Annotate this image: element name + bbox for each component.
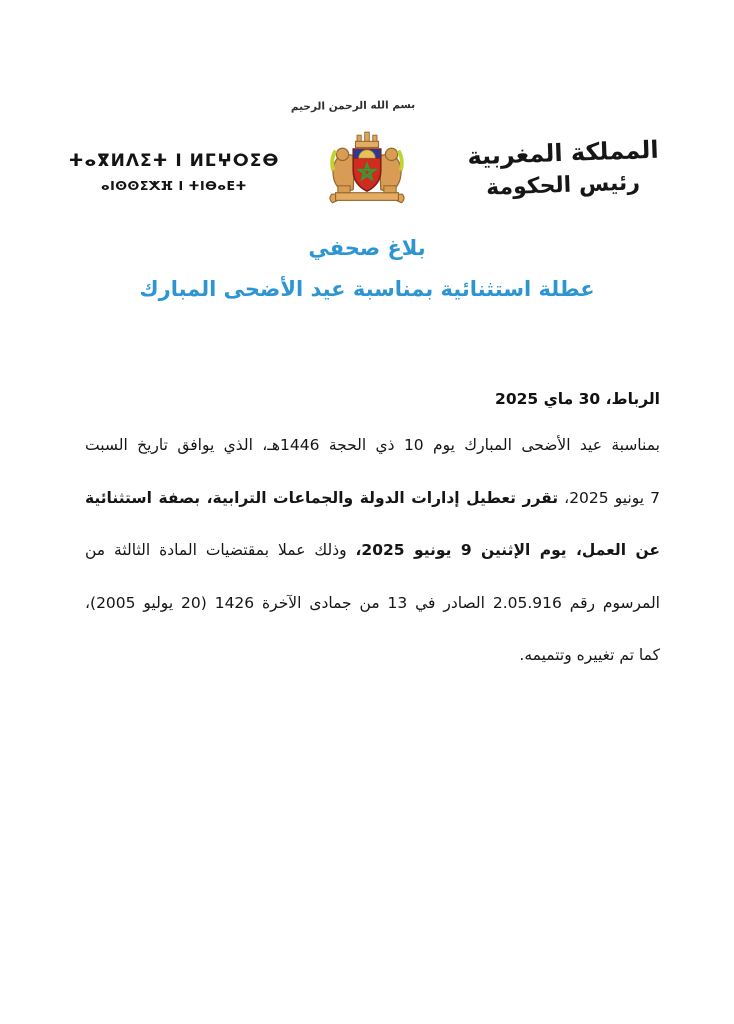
press-release-subtitle: عطلة استثنائية بمناسبة عيد الأضحى المبارك (139, 277, 595, 301)
tifinagh-kingdom-title (58, 150, 290, 194)
body-line-1: بمناسبة عيد الأضحى المبارك يوم 10 ذي الحجة 1446هـ، الذي يوافق تاريخ السبت (85, 436, 660, 454)
body-line-2-bold: تقرر تعطيل إدارات الدولة والجماعات الترابية، بصفة استثنائية (85, 488, 559, 507)
tifinagh-head-of-government-line: ⴰⵏⵙⵙⵉⵅⴼ ⵏ ⵜⵏⴱⴰⴹⵜ (100, 178, 247, 193)
body-paragraph (85, 430, 660, 693)
morocco-coat-of-arms-icon (321, 127, 413, 217)
body-line-3-regular: وذلك عملا بمقتضيات المادة الثالثة من (85, 541, 356, 559)
tifinagh-kingdom-line: ⵜⴰⴳⵍⴷⵉⵜ ⵏ ⵍⵎⵖⵔⵉⴱ (68, 151, 280, 171)
body-line-3-bold: عن العمل، يوم الإثنين 9 يونيو 2025، (355, 541, 660, 559)
body-line-2 (85, 483, 660, 536)
kingdom-calligraphy (458, 137, 668, 201)
bismillah-calligraphy: بسم الله الرحمن الرحيم (290, 98, 416, 114)
body-line-3 (85, 535, 660, 588)
body-line-2-regular: 7 يونيو 2025، (558, 488, 660, 507)
press-release-title: بلاغ صحفي (308, 236, 426, 260)
kingdom-of-morocco-calligraphy: المملكة المغربية (466, 135, 660, 171)
dateline: الرباط، 30 ماي 2025 (495, 390, 660, 408)
body-line-5: كما تم تغييره وتتميمه. (519, 646, 660, 664)
body-line-4: المرسوم رقم 2.05.916 الصادر في 13 من جمادى الآخرة 1426 (20 يوليو 2005)، (85, 593, 660, 612)
morocco-coat-of-arms (321, 127, 413, 217)
head-of-government-calligraphy: رئيس الحكومة (485, 170, 641, 201)
